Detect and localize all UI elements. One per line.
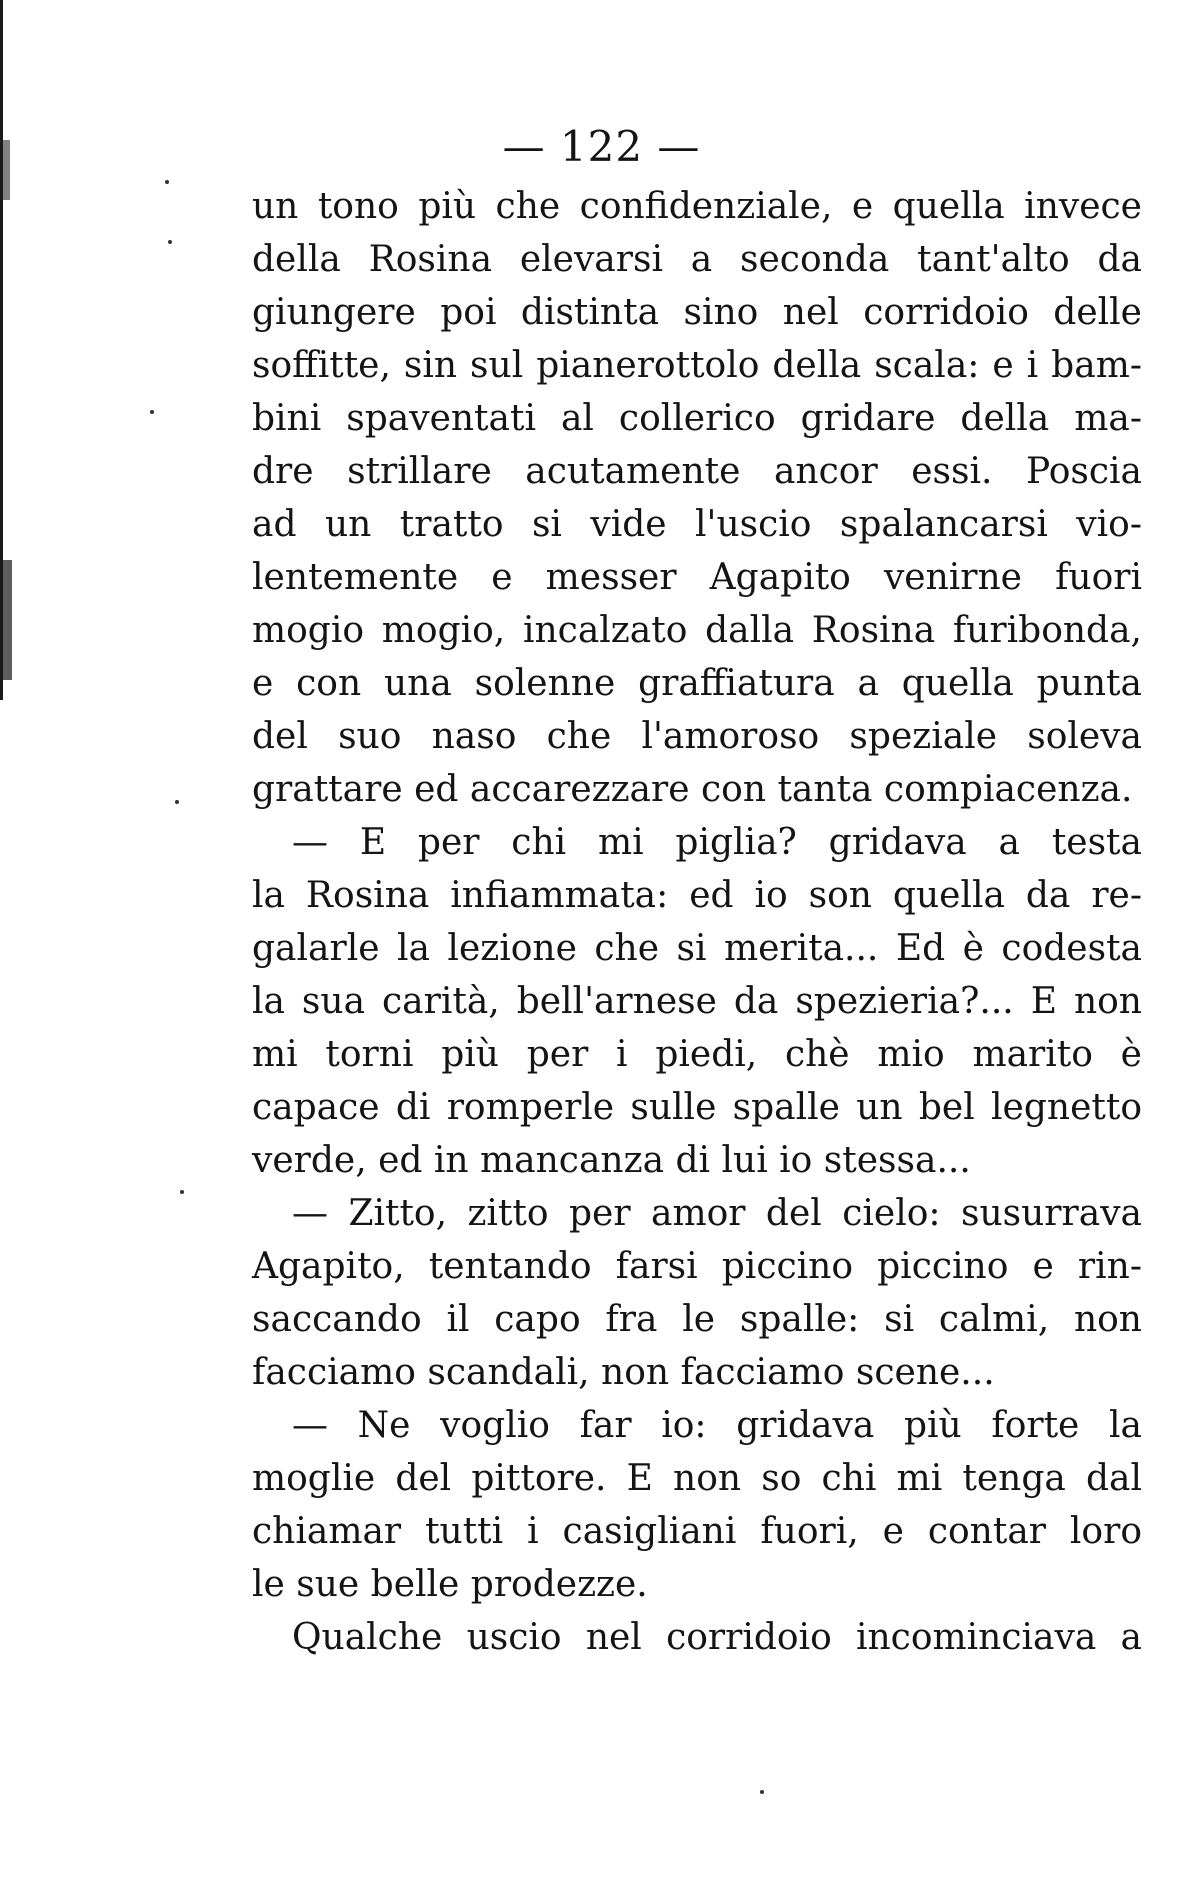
text-line: — Ne voglio far io: gridava più forte la [292,1405,1142,1446]
text-line: giungere poi distinta sino nel corridoio delle [252,292,1142,333]
text-line: della Rosina elevarsi a seconda tant'alto da [252,239,1142,280]
text-line: mi torni più per i piedi, chè mio marito è [252,1034,1142,1075]
text-line: la sua carità, bell'arnese da spezieria?... E non [252,981,1142,1022]
text-line: ad un tratto si vide l'uscio spalancarsi vio- [252,504,1142,545]
text-line: verde, ed in mancanza di lui io stessa... [252,1140,971,1181]
text-line: — Zitto, zitto per amor del cielo: susurrava [292,1193,1142,1234]
print-speck [150,410,154,414]
text-line: le sue belle prodezze. [252,1564,648,1605]
print-speck [760,1790,764,1794]
text-line: galarle la lezione che si merita... Ed è codesta [252,928,1142,969]
text-line: capace di romperle sulle spalle un bel legnetto [252,1087,1142,1128]
text-line: saccando il capo fra le spalle: si calmi, non [252,1299,1142,1340]
body-text [252,180,1142,1664]
text-line: moglie del pittore. E non so chi mi tenga dal [252,1458,1142,1499]
text-line: bini spaventati al collerico gridare della ma- [252,398,1142,439]
page-number: — 122 — [502,122,701,171]
text-line: facciamo scandali, non facciamo scene... [252,1352,995,1393]
print-speck [165,180,169,184]
text-line: grattare ed accarezzare con tanta compiacenza. [252,769,1133,810]
text-line: mogio mogio, incalzato dalla Rosina furibonda, [252,610,1142,651]
text-line: dre strillare acutamente ancor essi. Poscia [252,451,1142,492]
text-line: del suo naso che l'amoroso speziale soleva [252,716,1142,757]
print-speck [175,800,179,804]
text-line: e con una solenne graffiatura a quella punta [252,663,1142,704]
text-line: chiamar tutti i casigliani fuori, e contar loro [252,1511,1142,1552]
text-line: Agapito, tentando farsi piccino piccino e rin- [252,1246,1142,1287]
text-line: la Rosina infiammata: ed io son quella da re- [252,875,1142,916]
text-line: lentemente e messer Agapito venirne fuori [252,557,1142,598]
text-line: Qualche uscio nel corridoio incominciava a [292,1617,1142,1658]
print-speck [180,1190,184,1194]
print-speck [168,240,172,244]
text-line: — E per chi mi piglia? gridava a testa [292,822,1142,863]
binding-edge-mark [0,560,12,680]
text-line: soffitte, sin sul pianerottolo della scala: e i bam- [252,345,1142,386]
text-line: un tono più che confidenziale, e quella invece [252,186,1142,227]
